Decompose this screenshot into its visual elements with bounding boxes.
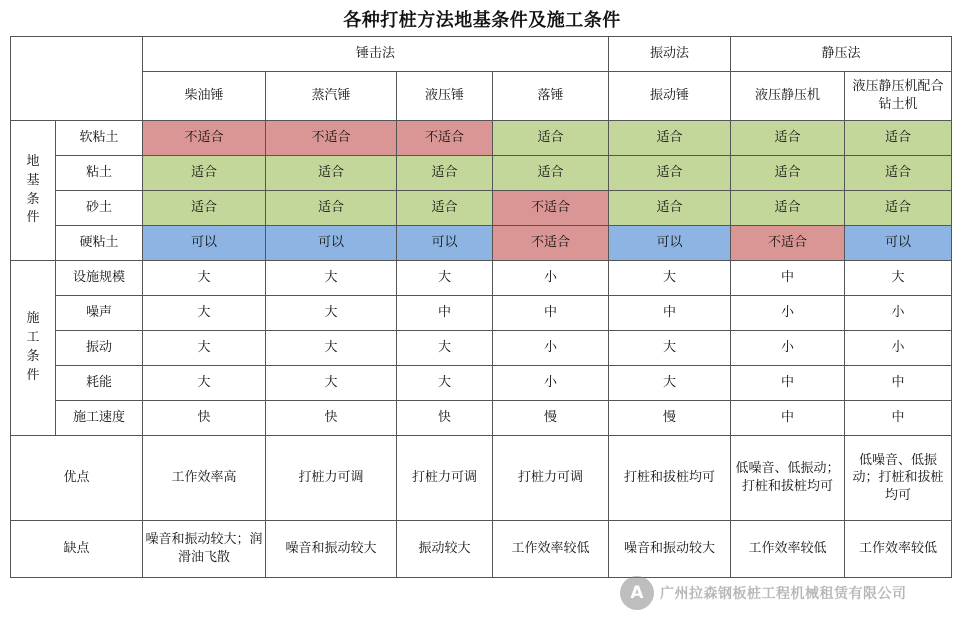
table-cell: 小 [845, 296, 952, 331]
disadvantage-cell: 工作效率较低 [731, 521, 845, 578]
row-label: 软粘土 [56, 121, 143, 156]
table-cell: 不适合 [266, 121, 397, 156]
foundation-conditions-label-char: 基 [26, 172, 40, 188]
construction-conditions-label-char: 件 [26, 367, 40, 383]
method-header: 液压锤 [397, 72, 493, 121]
table-cell: 适合 [143, 156, 266, 191]
table-cell: 小 [493, 366, 609, 401]
company-watermark-text: 广州拉森钢板桩工程机械租赁有限公司 [660, 586, 907, 602]
table-cell: 适合 [731, 156, 845, 191]
table-cell: 中 [609, 296, 731, 331]
advantage-cell: 工作效率高 [143, 436, 266, 521]
table-cell: 不适合 [143, 121, 266, 156]
table-cell: 适合 [609, 121, 731, 156]
table-cell: 不适合 [493, 191, 609, 226]
foundation-conditions-label-char: 件 [26, 210, 40, 226]
table-cell: 适合 [266, 156, 397, 191]
table-cell: 快 [397, 401, 493, 436]
table-cell: 适合 [266, 191, 397, 226]
page-title: 各种打桩方法地基条件及施工条件 [343, 10, 621, 31]
disadvantage-cell: 噪音和振动较大 [609, 521, 731, 578]
table-cell: 小 [845, 331, 952, 366]
table-cell: 中 [845, 401, 952, 436]
advantage-cell: 打桩力可调 [397, 436, 493, 521]
table-cell: 大 [609, 331, 731, 366]
method-header: 蒸汽锤 [266, 72, 397, 121]
table-cell: 适合 [609, 191, 731, 226]
table-cell: 不适合 [731, 226, 845, 261]
table-cell: 大 [143, 296, 266, 331]
table-cell: 可以 [143, 226, 266, 261]
method-header: 落锤 [493, 72, 609, 121]
table-cell: 大 [609, 261, 731, 296]
construction-conditions-label-char: 工 [26, 330, 40, 346]
table-cell: 可以 [845, 226, 952, 261]
table-cell: 大 [845, 261, 952, 296]
method-header: 液压静压机配合钻土机 [845, 72, 952, 121]
group-header-static: 静压法 [731, 37, 952, 72]
table-cell: 适合 [845, 191, 952, 226]
table-cell: 中 [731, 261, 845, 296]
table-cell: 适合 [731, 191, 845, 226]
row-label: 硬粘土 [56, 226, 143, 261]
table-cell: 不适合 [493, 226, 609, 261]
table-cell: 可以 [397, 226, 493, 261]
foundation-conditions-label-char: 地 [26, 153, 40, 169]
table-cell: 中 [493, 296, 609, 331]
table-cell: 大 [397, 331, 493, 366]
construction-conditions-label-char: 条 [26, 349, 40, 364]
table-cell: 大 [143, 261, 266, 296]
table-cell: 大 [266, 261, 397, 296]
disadvantage-cell: 噪音和振动较大 [266, 521, 397, 578]
table-cell: 大 [266, 331, 397, 366]
table-cell: 大 [397, 366, 493, 401]
table-cell: 大 [397, 261, 493, 296]
advantage-cell: 打桩力可调 [266, 436, 397, 521]
table-cell: 小 [493, 331, 609, 366]
foundation-section [11, 121, 952, 261]
table-cell: 小 [731, 296, 845, 331]
table-cell: 中 [731, 401, 845, 436]
table-cell: 中 [731, 366, 845, 401]
table-cell: 适合 [397, 156, 493, 191]
row-label: 噪声 [56, 296, 143, 331]
table-cell: 中 [845, 366, 952, 401]
group-header-hammer: 锤击法 [143, 37, 609, 72]
foundation-conditions-label [11, 121, 56, 261]
method-header: 液压静压机 [731, 72, 845, 121]
foundation-conditions-label-char: 条 [26, 191, 40, 207]
table-cell: 大 [143, 366, 266, 401]
table-cell: 不适合 [397, 121, 493, 156]
group-header-vibration: 振动法 [609, 37, 731, 72]
row-label: 砂土 [56, 191, 143, 226]
row-label: 施工速度 [56, 401, 143, 436]
table-cell: 大 [609, 366, 731, 401]
advantage-cell: 打桩和拔桩均可 [609, 436, 731, 521]
table-cell: 快 [266, 401, 397, 436]
table-cell: 适合 [397, 191, 493, 226]
method-header: 振动锤 [609, 72, 731, 121]
table-cell: 小 [493, 261, 609, 296]
table-cell: 可以 [266, 226, 397, 261]
row-label: 振动 [56, 331, 143, 366]
table-cell: 可以 [609, 226, 731, 261]
construction-conditions-label-char: 施 [26, 311, 40, 327]
advantages-label: 优点 [11, 436, 143, 521]
method-header: 柴油锤 [143, 72, 266, 121]
advantage-cell: 打桩力可调 [493, 436, 609, 521]
company-logo: A [620, 576, 654, 610]
table-cell: 适合 [609, 156, 731, 191]
disadvantage-cell: 工作效率较低 [845, 521, 952, 578]
table-cell: 适合 [845, 121, 952, 156]
row-label: 耗能 [56, 366, 143, 401]
disadvantage-cell: 振动较大 [397, 521, 493, 578]
row-label: 粘土 [56, 156, 143, 191]
advantage-cell: 低噪音、低振动；打桩和拔桩均可 [845, 436, 952, 521]
table-cell: 适合 [845, 156, 952, 191]
construction-section [11, 261, 952, 436]
table-cell: 中 [397, 296, 493, 331]
construction-conditions-label [11, 261, 56, 436]
disadvantage-cell: 噪音和振动较大；润滑油飞散 [143, 521, 266, 578]
table-cell: 适合 [143, 191, 266, 226]
piling-conditions-table [10, 36, 952, 578]
disadvantages-label: 缺点 [11, 521, 143, 578]
table-cell: 适合 [493, 121, 609, 156]
advantage-cell: 低噪音、低振动；打桩和拔桩均可 [731, 436, 845, 521]
row-label: 设施规模 [56, 261, 143, 296]
table-cell: 适合 [731, 121, 845, 156]
table-cell: 小 [731, 331, 845, 366]
corner-header [11, 37, 143, 121]
company-watermark [620, 576, 907, 610]
table-cell: 快 [143, 401, 266, 436]
table-cell: 大 [143, 331, 266, 366]
table-cell: 适合 [493, 156, 609, 191]
table-cell: 慢 [609, 401, 731, 436]
table-cell: 大 [266, 366, 397, 401]
table-cell: 大 [266, 296, 397, 331]
table-cell: 慢 [493, 401, 609, 436]
disadvantage-cell: 工作效率较低 [493, 521, 609, 578]
